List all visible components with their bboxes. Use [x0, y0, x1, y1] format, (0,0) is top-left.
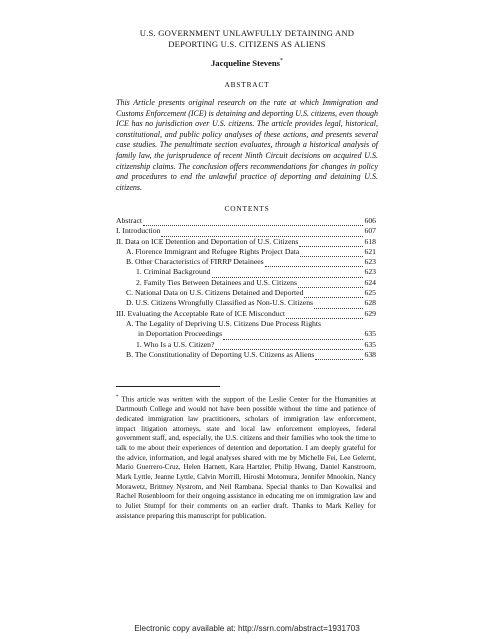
- toc-entry: [116, 278, 376, 288]
- toc-entry: [116, 267, 376, 277]
- toc-entry-label: 2. Family Ties Between Detainees and U.S. Citizens: [136, 277, 297, 287]
- toc-entry-label: B. Other Characteristics of FIRRP Detainees: [126, 257, 264, 267]
- toc-entry: [116, 247, 376, 257]
- toc-leader: [143, 218, 363, 226]
- toc-entry-page: 635: [364, 339, 376, 349]
- author-name-text: Jacqueline Stevens: [211, 58, 280, 68]
- toc-entry: [116, 298, 376, 308]
- toc-leader: [223, 332, 363, 340]
- footnote-text: This article was written with the support of the Leslie Center for the Humanities at Dartmouth College and would not have been possible without the time and patience of dedicated immigration law practitioners, scholars of immigration law enforcement, impact litigation attorneys, state and local law enforcement employees, federal government staff, and, especially, the U.S. citizens and their families who took the time to talk to me about their experiences of detention and deportation. I am deeply grateful for the advice, information, and legal analyses shared with me by Michelle Fei, Lee Gelernt, Mario Guerrero-Cruz, Helen Harnett, Kara Hartzler, Philip Hwang, Daniel Kanstroom, Mark Lyttle, Jeanne Lyttle, Calvin Morrill, Hiroshi Motomura, Jennifer Mnookin, Nancy Morawetz, Brittney Nystrom, and Neil Rambana. Special thanks to Dan Kowalksi and Rachel Rosenbloom for their ongoing assistance in educating me on immigration law and to Juliet Stumpf for their comments on an earlier draft. Thanks to Mark Kelley for assistance preparing this manuscript for publication.: [116, 395, 376, 520]
- toc-entry-page: 628: [364, 298, 376, 308]
- toc-leader: [215, 342, 363, 350]
- toc-leader: [304, 290, 363, 298]
- footnote: [116, 393, 376, 522]
- abstract-body: This Article presents original research on the rate at which Immigration and Customs Enforcement (ICE) is detaining and deporting U.S. citizens, even though ICE has no jurisdiction over U.S. citizens. The article provides legal, historical, constitutional, and public policy analyses of these actions, and presents several case studies. The penultimate section evaluates, through a historical analysis of family law, the jurisprudence of recent Ninth Circuit decisions on acquired U.S. citizenship claims. The conclusion offers recommendations for changes in policy and procedures to end the unlawful practice of deporting and detaining U.S. citizens.: [116, 98, 378, 192]
- footnote-mark: *: [116, 395, 119, 400]
- ssrn-footer: Electronic copy available at: http://ssrn.com/abstract=1931703: [134, 624, 360, 633]
- toc-entry-page: 624: [364, 277, 376, 287]
- table-of-contents: [116, 216, 376, 360]
- toc-entry-label: II. Data on ICE Detention and Deportation of U.S. Citizens: [116, 236, 299, 246]
- toc-entry: [116, 216, 376, 226]
- toc-entry-label: I. Introduction: [116, 226, 161, 236]
- toc-entry: [116, 257, 376, 267]
- toc-leader: [286, 311, 363, 319]
- author-name: [100, 58, 394, 68]
- toc-entry: [116, 340, 376, 350]
- toc-entry-page: 635: [364, 329, 376, 339]
- toc-entry: [116, 350, 376, 360]
- toc-entry-label: A. Florence Immigrant and Refugee Rights Project Data: [126, 246, 300, 256]
- contents-heading: CONTENTS: [224, 204, 270, 213]
- toc-entry-page: 629: [364, 308, 376, 318]
- toc-entry: [116, 226, 376, 236]
- toc-leader: [212, 270, 364, 278]
- toc-entry-page: 621: [364, 246, 376, 256]
- toc-entry-label: 1. Criminal Background: [136, 267, 211, 277]
- toc-leader: [314, 301, 363, 309]
- toc-entry-label: A. The Legality of Depriving U.S. Citizens Due Process Rights: [126, 318, 322, 328]
- toc-leader: [298, 280, 363, 288]
- toc-entry-page: 625: [364, 288, 376, 298]
- toc-entry-page: 623: [364, 267, 376, 277]
- toc-entry-label: Abstract: [116, 216, 143, 225]
- toc-entry-continuation: [126, 329, 376, 339]
- toc-entry-label: 1. Who Is a U.S. Citizen?: [136, 339, 215, 349]
- toc-leader: [300, 249, 363, 257]
- toc-entry: [116, 319, 376, 340]
- toc-entry-page: 606: [364, 216, 376, 225]
- author-footnote-mark: *: [280, 58, 283, 65]
- toc-entry-page: 638: [364, 349, 376, 359]
- toc-entry-label: C. National Data on U.S. Citizens Detained and Deported: [126, 288, 304, 298]
- toc-entry: [116, 237, 376, 247]
- toc-leader: [315, 352, 363, 360]
- article-title: [100, 28, 394, 50]
- abstract-heading: ABSTRACT: [224, 80, 270, 89]
- toc-entry-label: D. U.S. Citizens Wrongfully Classified as Non-U.S. Citizens: [126, 298, 314, 308]
- toc-entry: [116, 288, 376, 298]
- toc-entry-page: 607: [364, 226, 376, 236]
- footnote-divider: [116, 386, 220, 387]
- toc-leader: [299, 239, 363, 247]
- toc-entry: [116, 309, 376, 319]
- toc-entry-label: B. The Constitutionality of Deporting U.S. Citizens as Aliens: [126, 349, 315, 359]
- toc-entry-page: 623: [364, 257, 376, 267]
- title-line-2: DEPORTING U.S. CITIZENS AS ALIENS: [168, 39, 326, 49]
- toc-entry-label: III. Evaluating the Acceptable Rate of ICE Misconduct: [116, 308, 286, 318]
- toc-entry-label-continued: in Deportation Proceedings: [138, 329, 223, 339]
- toc-leader: [265, 259, 364, 267]
- toc-entry-page: 618: [364, 236, 376, 246]
- toc-leader: [161, 229, 363, 237]
- title-line-1: U.S. GOVERNMENT UNLAWFULLY DETAINING AND: [139, 28, 355, 38]
